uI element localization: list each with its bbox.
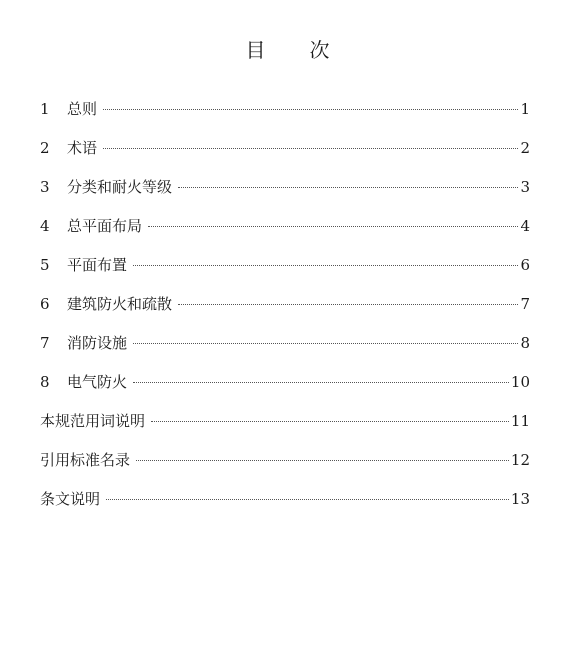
toc-entry-title[interactable]: 术语 (67, 139, 98, 157)
toc-entry-page: 11 (510, 412, 530, 430)
toc-entry-page: 1 (520, 100, 530, 118)
toc-entry-title[interactable]: 建筑防火和疏散 (67, 295, 173, 313)
toc-dot-leader (133, 264, 518, 266)
toc-entry[interactable] (40, 98, 530, 137)
toc-entry-number: 2 (40, 139, 50, 157)
toc-entry-number: 4 (40, 217, 50, 235)
toc-dot-leader (151, 420, 509, 422)
toc-entry-number: 5 (40, 256, 50, 274)
toc-entry-title[interactable]: 分类和耐火等级 (67, 178, 173, 196)
toc-entry-page: 10 (510, 373, 530, 391)
toc-entry[interactable] (40, 410, 530, 449)
toc-entry[interactable] (40, 488, 530, 527)
toc-dot-leader (178, 186, 518, 188)
toc-entry-title[interactable]: 总则 (67, 100, 98, 118)
toc-title-right: 次 (309, 38, 330, 62)
toc-entry-title[interactable]: 电气防火 (67, 373, 128, 391)
toc-dot-leader (136, 459, 509, 461)
toc-entry[interactable] (40, 332, 530, 371)
toc-entry-number: 1 (40, 100, 50, 118)
toc-entry-page: 13 (510, 490, 530, 508)
toc-entry[interactable] (40, 176, 530, 215)
toc-entry-number: 3 (40, 178, 50, 196)
toc-entry-page: 3 (520, 178, 530, 196)
toc-entry-page: 12 (510, 451, 530, 469)
toc-title (0, 34, 575, 63)
toc-entry[interactable] (40, 254, 530, 293)
toc-list (40, 98, 530, 527)
toc-entry-number: 7 (40, 334, 50, 352)
toc-entry-page: 8 (520, 334, 530, 352)
toc-entry-title[interactable]: 总平面布局 (67, 217, 143, 235)
toc-title-left: 目 (245, 38, 266, 62)
toc-entry-page: 7 (520, 295, 530, 313)
toc-entry-number: 8 (40, 373, 50, 391)
toc-entry-title[interactable]: 平面布置 (67, 256, 128, 274)
toc-dot-leader (103, 108, 518, 110)
toc-entry-title[interactable]: 消防设施 (67, 334, 128, 352)
toc-entry-title[interactable]: 条文说明 (40, 490, 101, 508)
toc-dot-leader (106, 498, 509, 500)
toc-entry[interactable] (40, 293, 530, 332)
toc-entry-number: 6 (40, 295, 50, 313)
toc-dot-leader (103, 147, 518, 149)
toc-entry[interactable] (40, 215, 530, 254)
toc-dot-leader (133, 342, 518, 344)
toc-dot-leader (178, 303, 518, 305)
toc-entry-title[interactable]: 引用标准名录 (40, 451, 131, 469)
toc-entry-title[interactable]: 本规范用词说明 (40, 412, 146, 430)
toc-entry-page: 2 (520, 139, 530, 157)
toc-entry-page: 4 (520, 217, 530, 235)
toc-entry-page: 6 (520, 256, 530, 274)
toc-entry[interactable] (40, 371, 530, 410)
toc-dot-leader (133, 381, 509, 383)
toc-entry[interactable] (40, 137, 530, 176)
toc-entry[interactable] (40, 449, 530, 488)
toc-dot-leader (148, 225, 518, 227)
